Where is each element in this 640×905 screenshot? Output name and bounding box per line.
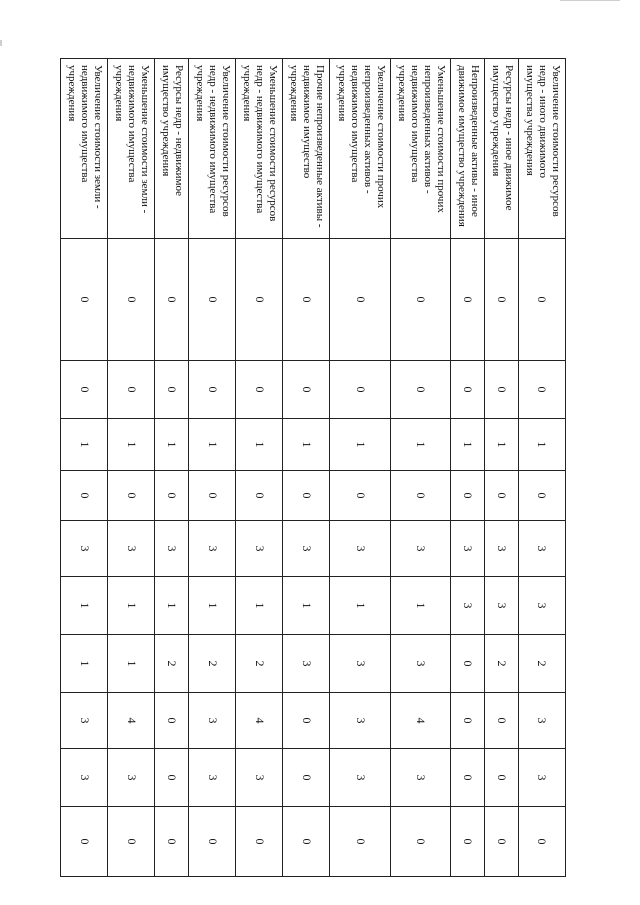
code-digit-cell: 1 [330,419,390,471]
code-digit-cell: 0 [155,471,189,521]
code-digit-cell: 3 [155,521,189,577]
code-digit-cell: 3 [485,521,519,577]
row-label: Ресурсы недр - иное движимое имущество учреждения [485,59,519,239]
code-digit-cell: 4 [108,693,155,749]
code-digit-cell: 1 [283,577,330,635]
code-digit-cell: 0 [189,361,236,419]
code-digit-cell: 1 [518,419,565,471]
code-digit-cell: 0 [236,361,283,419]
row-label: Увеличение стоимости ресурсов недр - иного движимого имущества учреждения [518,59,565,239]
code-digit-cell: 3 [61,693,108,749]
code-digit-cell: 0 [451,749,485,807]
code-digit-cell: 0 [108,239,155,361]
code-digit-cell: 0 [155,807,189,877]
code-digit-cell: 1 [61,419,108,471]
code-digit-cell: 1 [108,577,155,635]
code-digit-cell: 3 [451,577,485,635]
code-digit-cell: 0 [283,749,330,807]
code-digit-cell: 3 [61,749,108,807]
code-digit-cell: 0 [451,239,485,361]
code-digit-cell: 0 [189,807,236,877]
code-digit-cell: 0 [330,361,390,419]
code-digit-cell: 0 [283,471,330,521]
code-digit-cell: 1 [236,419,283,471]
code-digit-cell: 3 [518,521,565,577]
code-digit-cell: 3 [330,693,390,749]
code-digit-cell: 3 [108,521,155,577]
row-label: Увеличение стоимости земли - недвижимого имущества учреждения [61,59,108,239]
table-row [189,59,236,877]
code-digit-cell: 0 [518,361,565,419]
code-digit-cell: 3 [390,521,450,577]
code-digit-cell: 0 [108,807,155,877]
row-label: Уменьшение стоимости ресурсов недр - недвижимого имущества учреждения [236,59,283,239]
code-digit-cell: 3 [390,749,450,807]
row-label: Ресурсы недр - недвижимое имущество учреждения [155,59,189,239]
row-label: Непроизведенные активы - иное движимое имущество учреждения [451,59,485,239]
code-digit-cell: 1 [451,419,485,471]
code-digit-cell: 0 [283,807,330,877]
code-digit-cell: 0 [485,749,519,807]
code-digit-cell: 2 [485,635,519,693]
code-digit-cell: 0 [390,361,450,419]
code-digit-cell: 0 [451,361,485,419]
code-digit-cell: 0 [189,239,236,361]
code-digit-cell: 0 [61,239,108,361]
code-digit-cell: 3 [330,635,390,693]
code-digit-cell: 3 [236,749,283,807]
code-digit-cell: 3 [485,577,519,635]
row-label: Уменьшение стоимости земли - недвижимого имущества учреждения [108,59,155,239]
code-digit-cell: 0 [61,807,108,877]
code-digit-cell: 1 [283,419,330,471]
code-digit-cell: 3 [108,749,155,807]
code-digit-cell: 1 [189,577,236,635]
code-digit-cell: 3 [330,521,390,577]
code-digit-cell: 3 [189,749,236,807]
code-digit-cell: 2 [236,635,283,693]
code-digit-cell: 0 [451,635,485,693]
table-row [61,59,108,877]
table-row [518,59,565,877]
code-digit-cell: 3 [451,521,485,577]
code-digit-cell: 0 [518,807,565,877]
code-digit-cell: 3 [330,749,390,807]
table-row [485,59,519,877]
code-digit-cell: 0 [283,693,330,749]
code-digit-cell: 1 [485,419,519,471]
code-digit-cell: 1 [61,635,108,693]
code-digit-cell: 4 [236,693,283,749]
code-digit-cell: 0 [451,807,485,877]
row-label: Уменьшение стоимости прочих непроизведенных активов - недвижимого имущества учреждения [390,59,450,239]
code-digit-cell: 0 [451,471,485,521]
code-digit-cell: 0 [330,807,390,877]
code-digit-cell: 1 [330,577,390,635]
code-digit-cell: 0 [236,239,283,361]
code-digit-cell: 0 [390,807,450,877]
code-digit-cell: 1 [61,577,108,635]
code-digit-cell: 1 [108,419,155,471]
code-digit-cell: 0 [155,239,189,361]
code-digit-cell: 2 [155,635,189,693]
code-digit-cell: 0 [390,239,450,361]
code-digit-cell: 0 [485,693,519,749]
scan-mark [0,40,2,46]
code-digit-cell: 1 [390,577,450,635]
code-digit-cell: 1 [236,577,283,635]
code-digit-cell: 2 [189,635,236,693]
rotated-table-wrapper [60,58,566,876]
code-digit-cell: 0 [61,361,108,419]
code-digit-cell: 0 [283,361,330,419]
code-digit-cell: 0 [155,693,189,749]
row-label: Прочие непроизведенные активы - недвижимое имущество учреждения [283,59,330,239]
code-digit-cell: 0 [236,471,283,521]
code-digit-cell: 3 [390,635,450,693]
row-label: Увеличение стоимости ресурсов недр - недвижимого имущества учреждения [189,59,236,239]
code-digit-cell: 2 [518,635,565,693]
code-digit-cell: 3 [189,693,236,749]
code-digit-cell: 1 [155,577,189,635]
code-digit-cell: 0 [330,239,390,361]
code-digit-cell: 0 [330,471,390,521]
code-digit-cell: 0 [485,471,519,521]
scan-mark [560,0,620,1]
code-digit-cell: 0 [108,361,155,419]
table-row [451,59,485,877]
code-digit-cell: 3 [283,635,330,693]
code-digit-cell: 4 [390,693,450,749]
code-digit-cell: 0 [155,361,189,419]
code-digit-cell: 3 [236,521,283,577]
code-digit-cell: 0 [189,471,236,521]
table-row [330,59,390,877]
code-digit-cell: 0 [485,361,519,419]
code-digit-cell: 0 [108,471,155,521]
code-digit-cell: 0 [390,471,450,521]
code-digit-cell: 0 [61,471,108,521]
code-digit-cell: 1 [390,419,450,471]
code-digit-cell: 0 [451,693,485,749]
table-row [236,59,283,877]
code-digit-cell: 0 [283,239,330,361]
code-digit-cell: 1 [155,419,189,471]
code-digit-cell: 3 [518,749,565,807]
code-digit-cell: 0 [485,807,519,877]
code-digit-cell: 1 [189,419,236,471]
code-digit-cell: 1 [108,635,155,693]
table-row [108,59,155,877]
code-digit-cell: 3 [283,521,330,577]
table-row [155,59,189,877]
code-digit-cell: 0 [155,749,189,807]
code-digit-cell: 3 [61,521,108,577]
code-digit-cell: 3 [518,577,565,635]
code-digit-cell: 0 [518,471,565,521]
code-digit-cell: 0 [485,239,519,361]
accounts-table [60,58,566,877]
code-digit-cell: 3 [189,521,236,577]
table-row [390,59,450,877]
code-digit-cell: 0 [518,239,565,361]
code-digit-cell: 3 [518,693,565,749]
code-digit-cell: 0 [236,807,283,877]
table-row [283,59,330,877]
row-label: Увеличение стоимости прочих непроизведенных активов - недвижимого имущества учреждения [330,59,390,239]
